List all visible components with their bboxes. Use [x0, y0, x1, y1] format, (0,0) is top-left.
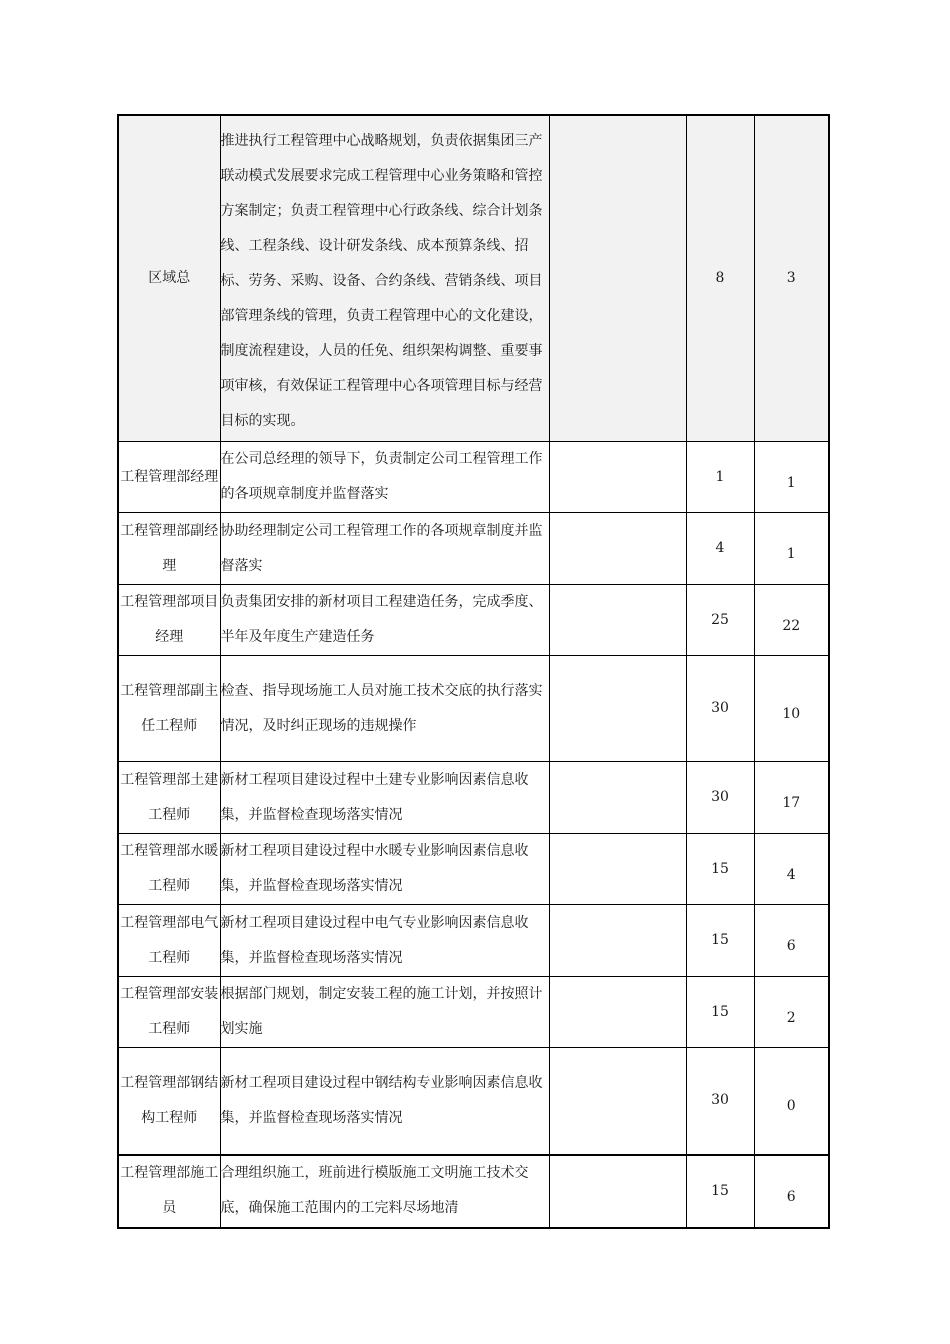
duty-cell: 根据部门规划，制定安装工程的施工计划，并按照计划实施 [220, 977, 549, 1048]
role-cell: 区域总 [118, 115, 220, 442]
duty-cell: 在公司总经理的领导下，负责制定公司工程管理工作的各项规章制度并监督落实 [220, 442, 549, 513]
blank-cell [549, 115, 686, 442]
actual-value: 22 [782, 617, 801, 634]
quota-cell [686, 762, 754, 834]
quota-value: 15 [711, 860, 729, 877]
quota-cell [686, 834, 754, 905]
quota-value: 30 [711, 789, 729, 805]
duty-cell: 检查、指导现场施工人员对施工技术交底的执行落实情况，及时纠正现场的违规操作 [220, 656, 549, 762]
table-row [118, 834, 829, 905]
actual-cell [754, 905, 829, 977]
actual-value: 1 [786, 474, 796, 491]
table-row [118, 1155, 829, 1228]
duty-cell: 新材工程项目建设过程中水暖专业影响因素信息收集，并监督检查现场落实情况 [220, 834, 549, 905]
quota-value: 15 [711, 1003, 729, 1020]
role-cell: 工程管理部水暖工程师 [118, 834, 220, 905]
blank-cell [549, 905, 686, 977]
duty-cell: 新材工程项目建设过程中土建专业影响因素信息收集，并监督检查现场落实情况 [220, 762, 549, 834]
actual-cell [754, 1048, 829, 1155]
actual-value: 2 [786, 1009, 796, 1026]
blank-cell [549, 1048, 686, 1155]
quota-cell [686, 513, 754, 585]
actual-cell [754, 762, 829, 834]
table-row [118, 442, 829, 513]
staffing-table [117, 114, 830, 1229]
actual-value: 6 [786, 938, 796, 954]
actual-cell: 3 [754, 115, 829, 442]
role-cell: 工程管理部副经理 [118, 513, 220, 585]
actual-cell [754, 977, 829, 1048]
blank-cell [549, 1155, 686, 1228]
table-row [118, 513, 829, 585]
blank-cell [549, 834, 686, 905]
blank-cell [549, 977, 686, 1048]
actual-cell [754, 1155, 829, 1228]
blank-cell [549, 656, 686, 762]
table-row [118, 585, 829, 656]
role-cell: 工程管理部施工员 [118, 1155, 220, 1228]
quota-value: 30 [711, 1092, 729, 1109]
actual-value: 17 [782, 795, 801, 811]
quota-cell [686, 905, 754, 977]
quota-cell [686, 977, 754, 1048]
quota-cell [686, 585, 754, 656]
quota-value: 15 [711, 1182, 729, 1199]
quota-cell [686, 442, 754, 513]
duty-cell: 推进执行工程管理中心战略规划，负责依据集团三产联动模式发展要求完成工程管理中心业务策略和管控方案制定；负责工程管理中心行政条线、综合计划条线、工程条线、设计研发条线、成本预算条线、招标、劳务、采购、设备、合约条线、营销条线、项目部管理条线的管理，负责工程管理中心的文化建设，制度流程建设，人员的任免、组织架构调整、重要事项审核，有效保证工程管理中心各项管理目标与经营目标的实现。 [220, 115, 549, 442]
table-row [118, 977, 829, 1048]
quota-cell [686, 1155, 754, 1228]
duty-cell: 合理组织施工，班前进行模版施工文明施工技术交底，确保施工范围内的工完料尽场地清 [220, 1155, 549, 1228]
actual-cell [754, 513, 829, 585]
role-cell: 工程管理部项目经理 [118, 585, 220, 656]
table-row [118, 115, 829, 442]
quota-cell [686, 1048, 754, 1155]
quota-value: 30 [711, 700, 729, 716]
actual-value: 1 [786, 546, 796, 562]
role-cell: 工程管理部土建工程师 [118, 762, 220, 834]
role-cell: 工程管理部经理 [118, 442, 220, 513]
quota-cell [686, 656, 754, 762]
actual-cell [754, 442, 829, 513]
role-cell: 工程管理部钢结构工程师 [118, 1048, 220, 1155]
quota-value: 4 [715, 540, 725, 556]
table-row [118, 905, 829, 977]
role-cell: 工程管理部副主任工程师 [118, 656, 220, 762]
actual-value: 0 [786, 1098, 796, 1115]
actual-cell [754, 656, 829, 762]
role-cell: 工程管理部电气工程师 [118, 905, 220, 977]
blank-cell [549, 513, 686, 585]
quota-value: 1 [715, 468, 725, 485]
duty-cell: 新材工程项目建设过程中钢结构专业影响因素信息收集，并监督检查现场落实情况 [220, 1048, 549, 1155]
duty-cell: 负责集团安排的新材项目工程建造任务，完成季度、半年及年度生产建造任务 [220, 585, 549, 656]
quota-cell: 8 [686, 115, 754, 442]
table-row [118, 656, 829, 762]
table-row [118, 762, 829, 834]
actual-cell [754, 834, 829, 905]
duty-cell: 新材工程项目建设过程中电气专业影响因素信息收集，并监督检查现场落实情况 [220, 905, 549, 977]
actual-cell [754, 585, 829, 656]
blank-cell [549, 585, 686, 656]
quota-value: 15 [711, 932, 729, 948]
blank-cell [549, 762, 686, 834]
table-row [118, 1048, 829, 1155]
role-cell: 工程管理部安装工程师 [118, 977, 220, 1048]
duty-cell: 协助经理制定公司工程管理工作的各项规章制度并监督落实 [220, 513, 549, 585]
quota-value: 25 [711, 611, 729, 628]
actual-value: 10 [782, 706, 801, 722]
actual-value: 6 [786, 1188, 796, 1205]
blank-cell [549, 442, 686, 513]
actual-value: 4 [786, 866, 796, 883]
